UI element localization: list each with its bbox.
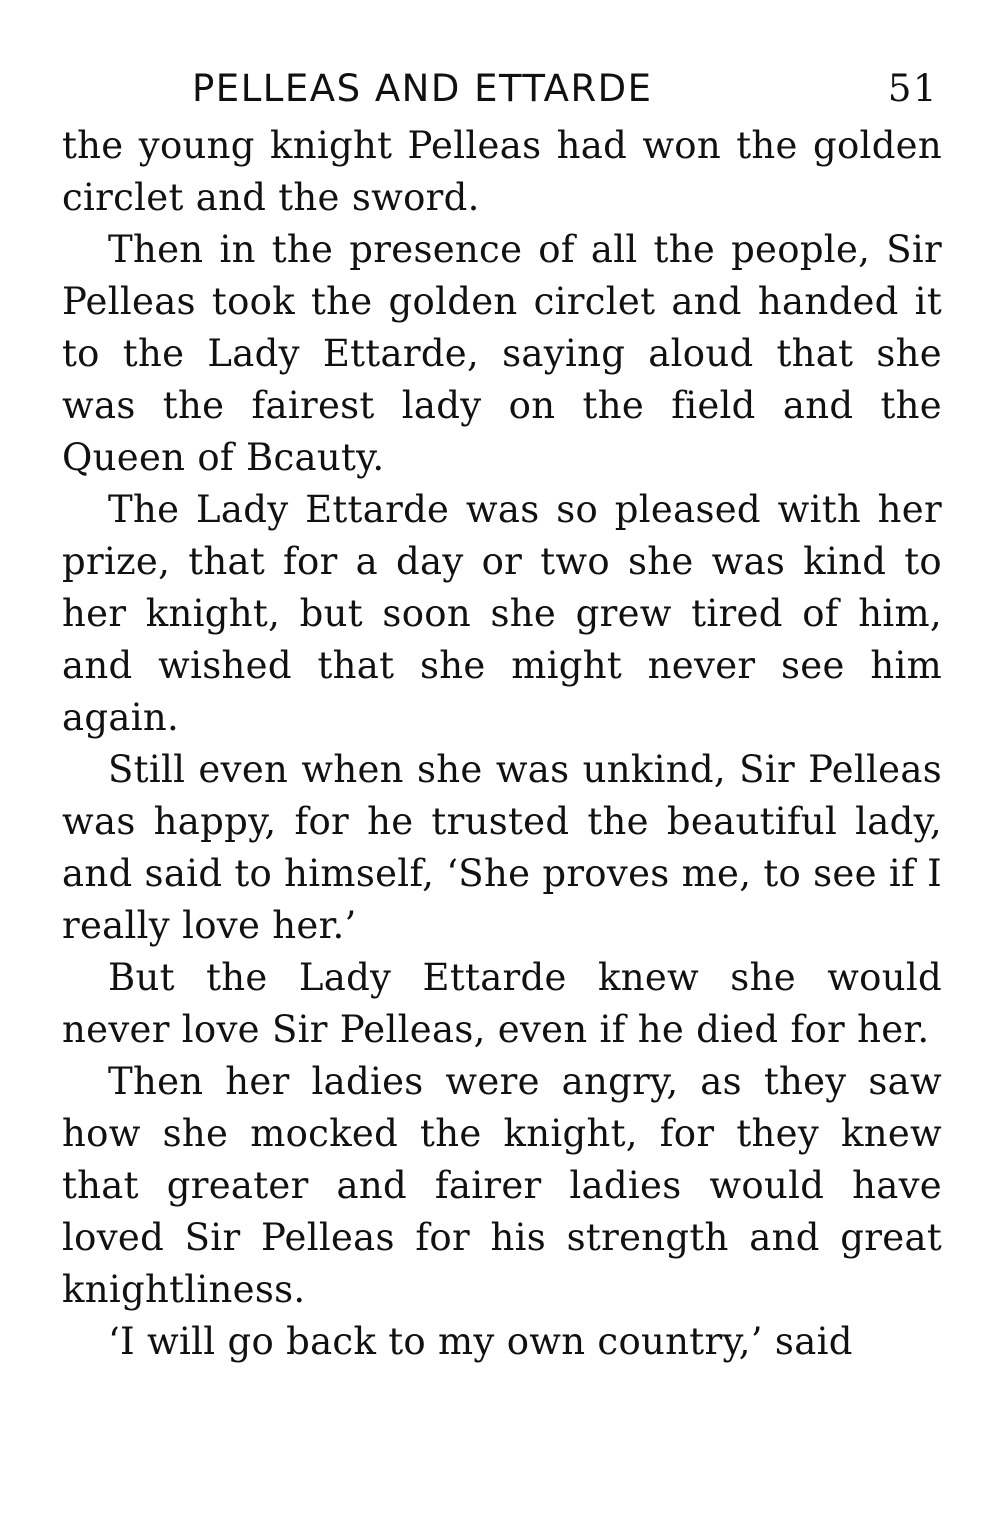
paragraph: But the Lady Ettarde knew she would never love Sir Pelleas, even if he died for her. [62, 956, 942, 1051]
body-text [62, 120, 942, 1368]
book-page [62, 58, 942, 1458]
paragraph: Then in the presence of all the people, Sir Pelleas took the golden circlet and handed it to the Lady Ettarde, saying aloud that she was the fairest lady on the field and the Queen of Bcauty. [62, 228, 942, 479]
paragraph-continues: ‘I will go back to my own country,’ said [108, 1320, 853, 1363]
paragraph: Still even when she was unkind, Sir Pelleas was happy, for he trusted the beautiful lady, and said to himself, ‘She proves me, to see if I really love her.’ [62, 748, 942, 947]
paragraph: Then her ladies were angry, as they saw how she mocked the knight, for they knew that greater and fairer ladies would have loved Sir Pelleas for his strength and great knightliness. [62, 1060, 942, 1311]
paragraph-continued: the young knight Pelleas had won the golden circlet and the sword. [62, 124, 942, 219]
running-title: PELLEAS AND ETTARDE [192, 67, 653, 110]
paragraph: The Lady Ettarde was so pleased with her prize, that for a day or two she was kind to her knight, but soon she grew tired of him, and wished that she might never see him again. [62, 488, 942, 739]
page-header [62, 58, 942, 120]
page-number: 51 [887, 67, 938, 110]
